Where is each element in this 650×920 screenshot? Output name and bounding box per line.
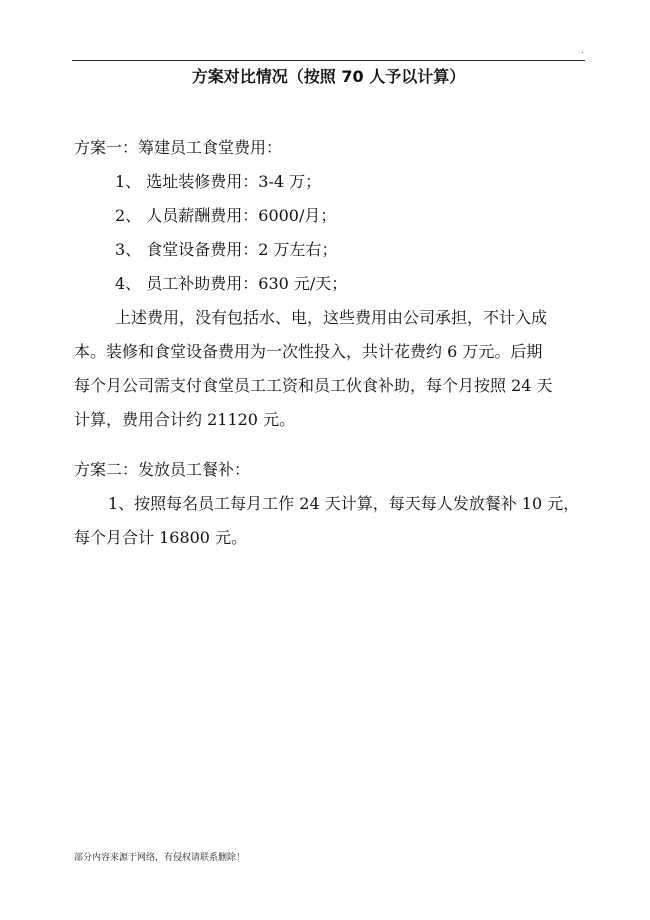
document-title: 方案对比情况（按照 70 人予以计算）: [191, 67, 466, 86]
plan2-paragraph-line-2: 每个月合计 16800 元。: [74, 528, 248, 547]
plan1-paragraph-line-3: 每个月公司需支付食堂员工工资和员工伙食补助，每个月按照 24 天: [74, 376, 553, 395]
plan2-paragraph-line-1: 1、按照每名员工每月工作 24 天计算，每天每人发放餐补 10 元，: [108, 494, 580, 513]
plan1-item-4: 4、 员工补助费用：630 元/天；: [115, 274, 348, 293]
plan1-heading: 方案一：筹建员工食堂费用：: [74, 138, 283, 157]
header-dot: .: [581, 46, 584, 56]
plan1-item-1: 1、 选址装修费用：3-4 万；: [115, 172, 322, 191]
plan1-item-3: 3、 食堂设备费用：2 万左右；: [115, 240, 338, 259]
plan1-paragraph-line-4: 计算，费用合计约 21120 元。: [74, 410, 296, 429]
plan1-paragraph-line-2: 本。装修和食堂设备费用为一次性投入，共计花费约 6 万元。后期: [74, 342, 543, 361]
header-rule: [72, 60, 585, 61]
footer-note: 部分内容来源于网络，有侵权请联系删除！: [74, 853, 246, 863]
plan2-heading: 方案二：发放员工餐补：: [74, 460, 251, 479]
plan1-paragraph-line-1: 上述费用，没有包括水、电，这些费用由公司承担，不计入成: [115, 308, 548, 327]
plan1-item-2: 2、 人员薪酬费用：6000/月；: [115, 206, 337, 225]
